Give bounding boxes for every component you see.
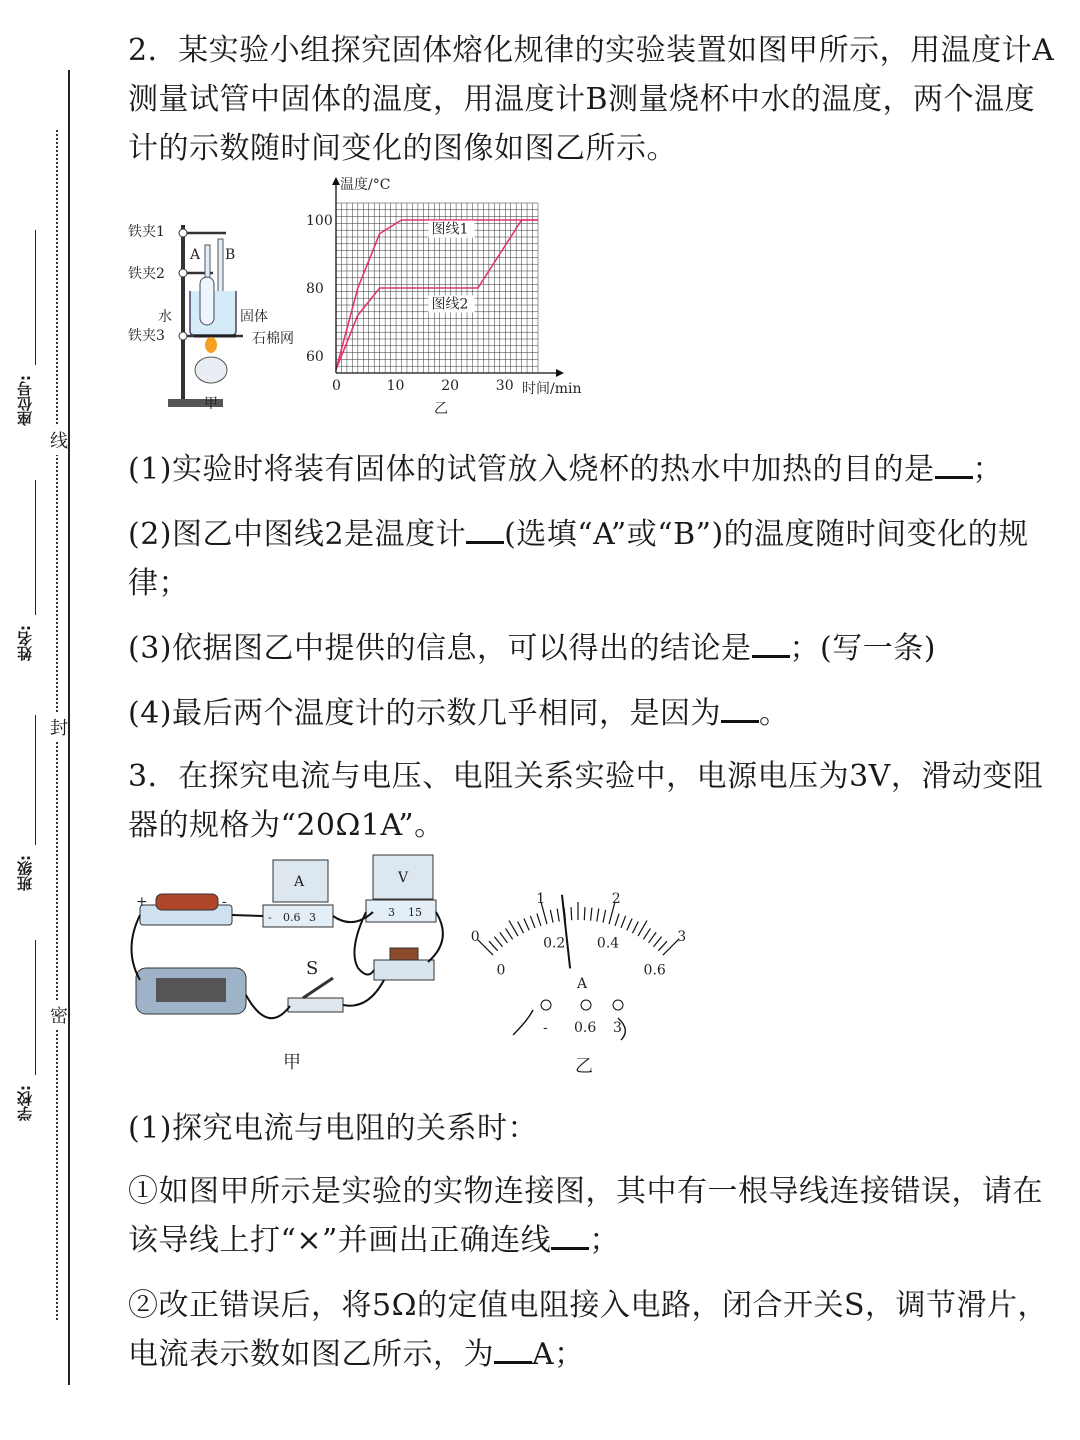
voltmeter-base: [366, 900, 436, 922]
binding-margin: [0, 0, 80, 1440]
x-tick-label: 20: [441, 378, 460, 394]
q2-part3-tail: ；(写一条): [789, 631, 936, 666]
q2-part1-text: (1)实验时将装有固体的试管放入烧杯的热水中加热的目的是: [128, 452, 935, 487]
alcohol-lamp: [195, 357, 227, 383]
dial-tick: [643, 928, 650, 939]
seat-line: [35, 230, 36, 365]
vm-term-3: 3: [388, 906, 395, 919]
q2-part3-text: (3)依据图乙中提供的信息，可以得出的结论是: [128, 631, 752, 666]
q3-sub2-blank[interactable]: [494, 1337, 532, 1364]
clamp1-knob: [179, 229, 187, 237]
switch-base: [288, 998, 343, 1012]
name-line: [35, 480, 36, 615]
q3-sub1: [128, 1167, 1058, 1265]
test-tube: [200, 277, 214, 325]
q3-sub1-tail: ；: [589, 1223, 620, 1258]
dial-lower-tick-label: 0.4: [596, 935, 620, 952]
am-term-neg: -: [268, 911, 272, 924]
ammeter-symbol: A: [294, 874, 305, 890]
dial-tick: [638, 920, 647, 936]
y-axis-arrow: [332, 177, 340, 185]
q3-figures: [128, 850, 1058, 1100]
chart-caption: 乙: [434, 401, 448, 417]
dial-tick: [649, 932, 657, 943]
y-tick-label: 60: [306, 349, 324, 365]
q2-part2: [128, 510, 1058, 608]
binding-rule: [68, 70, 70, 1385]
school-line: [35, 940, 36, 1075]
seal-mi: 密: [50, 1000, 68, 1030]
battery-minus: -: [222, 894, 227, 910]
dial-tick: [494, 937, 502, 947]
series-label-1: 图线1: [431, 221, 469, 238]
q3-figure-jia: [128, 850, 458, 1100]
dial-tick: [627, 918, 632, 930]
vm-term-neg: -: [370, 906, 374, 919]
dial-upper-tick-label: 1: [536, 890, 546, 907]
seat-label: 座位号:: [16, 375, 34, 426]
x-axis-arrow: [556, 369, 564, 377]
clamp2-knob: [179, 269, 187, 277]
resistor-body: [390, 948, 418, 960]
dial-unit: A: [577, 976, 588, 992]
label-b: B: [225, 247, 236, 263]
dial-tick: [530, 916, 535, 928]
water-label: 水: [158, 309, 172, 325]
dial-tick: [658, 941, 667, 951]
series-label-2: 图线2: [431, 296, 469, 313]
x-axis-label: 时间/min: [522, 381, 582, 397]
terminal-06: [581, 1000, 591, 1010]
dial-tick: [663, 940, 679, 956]
series-line-2: [336, 220, 538, 370]
flame: [205, 337, 217, 353]
q3-part1: (1)探究电流与电阻的关系时：: [128, 1111, 538, 1146]
dial-tick: [632, 921, 638, 933]
dial-tick: [550, 910, 553, 923]
q2-part2-text: (2)图乙中图线2是温度计: [128, 517, 467, 552]
dial-tick: [489, 941, 498, 951]
q2-part3: [128, 624, 1058, 673]
q3-sub2-tail: A；: [532, 1337, 585, 1372]
vm-term-15: 15: [408, 906, 422, 919]
rheostat-coil: [156, 978, 226, 1002]
seal-xian: 线: [50, 425, 68, 455]
dial-tick: [509, 920, 518, 936]
q2-part4-text: (4)最后两个温度计的示数几乎相同，是因为: [128, 696, 721, 731]
terminal-06-label: 0.6: [574, 1020, 597, 1036]
q2-figures: [128, 173, 1058, 445]
terminal-3-label: 3: [613, 1020, 622, 1036]
dial-upper-tick-label: 2: [611, 890, 621, 907]
class-line: [35, 715, 36, 845]
dial-tick: [557, 909, 559, 922]
dial-tick: [518, 921, 524, 933]
q2-stem: 2．某实验小组探究固体熔化规律的实验装置如图甲所示，用温度计A测量试管中固体的温度，用温度计B测量烧杯中水的温度，两个温度计的示数随时间变化的图像如图乙所示。: [128, 33, 1055, 166]
clamp3-label: 铁夹3: [128, 328, 165, 344]
fig-jia-caption: 甲: [204, 396, 218, 412]
dial-lower-tick-label: 0.2: [543, 935, 566, 952]
am-term-3: 3: [309, 911, 316, 924]
q2-part4-blank[interactable]: [721, 696, 759, 723]
dial-upper-tick-label: 3: [677, 928, 687, 945]
dial-tick: [506, 928, 513, 939]
q3-sub1-blank[interactable]: [551, 1223, 589, 1250]
seal-feng: 封: [50, 712, 68, 742]
dial-tick: [603, 910, 606, 923]
dial-tick: [654, 937, 662, 947]
q3-stem: 3．在探究电流与电压、电阻关系实验中，电源电压为3V，滑动变阻器的规格为“20Ω1A”。: [128, 759, 1044, 843]
temperature-chart: [298, 173, 598, 445]
q2-part4: [128, 689, 1058, 738]
dial-needle: [562, 895, 570, 969]
dial-tick: [478, 940, 494, 956]
x-tick-label: 0: [332, 378, 341, 394]
x-tick-label: 10: [386, 378, 405, 394]
q2-part1-blank[interactable]: [935, 452, 973, 479]
dial-wires: [513, 1010, 625, 1040]
q3-sub2: [128, 1281, 1058, 1379]
q2-part1-tail: ；: [972, 452, 1003, 487]
class-label: 班级:: [16, 855, 34, 891]
q3-sub2-text: ②改正错误后，将5Ω的定值电阻接入电路，闭合开关S，调节滑片，电流表示数如图乙所示，为: [128, 1288, 1049, 1372]
question-content: [128, 26, 1058, 1379]
y-tick-label: 100: [306, 213, 333, 229]
dial-tick: [500, 932, 508, 943]
y-tick-label: 80: [306, 281, 324, 297]
resistor-base: [374, 960, 434, 980]
q2-part2-blank[interactable]: [466, 517, 504, 544]
battery-cell: [156, 894, 218, 910]
switch-label: S: [306, 958, 319, 979]
dial-tick: [597, 909, 599, 922]
dial-lower-tick-label: 0.6: [643, 962, 666, 979]
voltmeter-symbol: V: [398, 870, 409, 886]
label-a: A: [190, 247, 201, 263]
y-axis-label: 温度/°C: [340, 177, 391, 193]
dial-tick: [584, 907, 585, 920]
q3-fig-yi-caption: 乙: [575, 1056, 593, 1077]
dial-tick: [524, 918, 529, 930]
q2-part3-blank[interactable]: [752, 631, 790, 658]
terminal-3: [613, 1000, 623, 1010]
dial-tick: [615, 914, 619, 926]
dial-scale: [471, 891, 686, 978]
dial-upper-tick-label: 0: [470, 928, 480, 945]
clamp2-label: 铁夹2: [128, 266, 165, 282]
am-term-06: 0.6: [283, 911, 301, 924]
q2-part4-tail: 。: [759, 696, 790, 731]
battery-plus: +: [136, 894, 148, 910]
q2-part1: [128, 445, 1058, 494]
clamp1-label: 铁夹1: [128, 224, 165, 240]
terminal-neg-label: -: [543, 1020, 548, 1036]
x-tick-label: 30: [495, 378, 514, 394]
dial-tick: [571, 907, 572, 920]
dial-lower-tick-label: 0: [496, 962, 506, 979]
q3-sub1-text: ①如图甲所示是实验的实物连接图，其中有一根导线连接错误，请在该导线上打“×”并画出正确连线: [128, 1174, 1043, 1258]
gauze-label: 石棉网: [252, 331, 294, 347]
solid-label: 固体: [240, 309, 268, 325]
dial-tick: [621, 916, 626, 928]
q2-part2-tail: (选填“A”或“B”)的温度随时间变化的规律；: [128, 517, 1029, 601]
ammeter-dial-figure: [470, 850, 703, 1100]
q3-fig-jia-caption: 甲: [283, 1052, 301, 1073]
dial-tick: [537, 914, 541, 926]
dial-tick: [591, 908, 592, 921]
switch-lever: [303, 978, 333, 998]
school-label: 学校:: [16, 1085, 34, 1121]
terminal-neg: [541, 1000, 551, 1010]
name-label: 姓名:: [16, 625, 34, 661]
chart-lines: [336, 220, 538, 370]
clamp3-knob: [179, 332, 187, 340]
